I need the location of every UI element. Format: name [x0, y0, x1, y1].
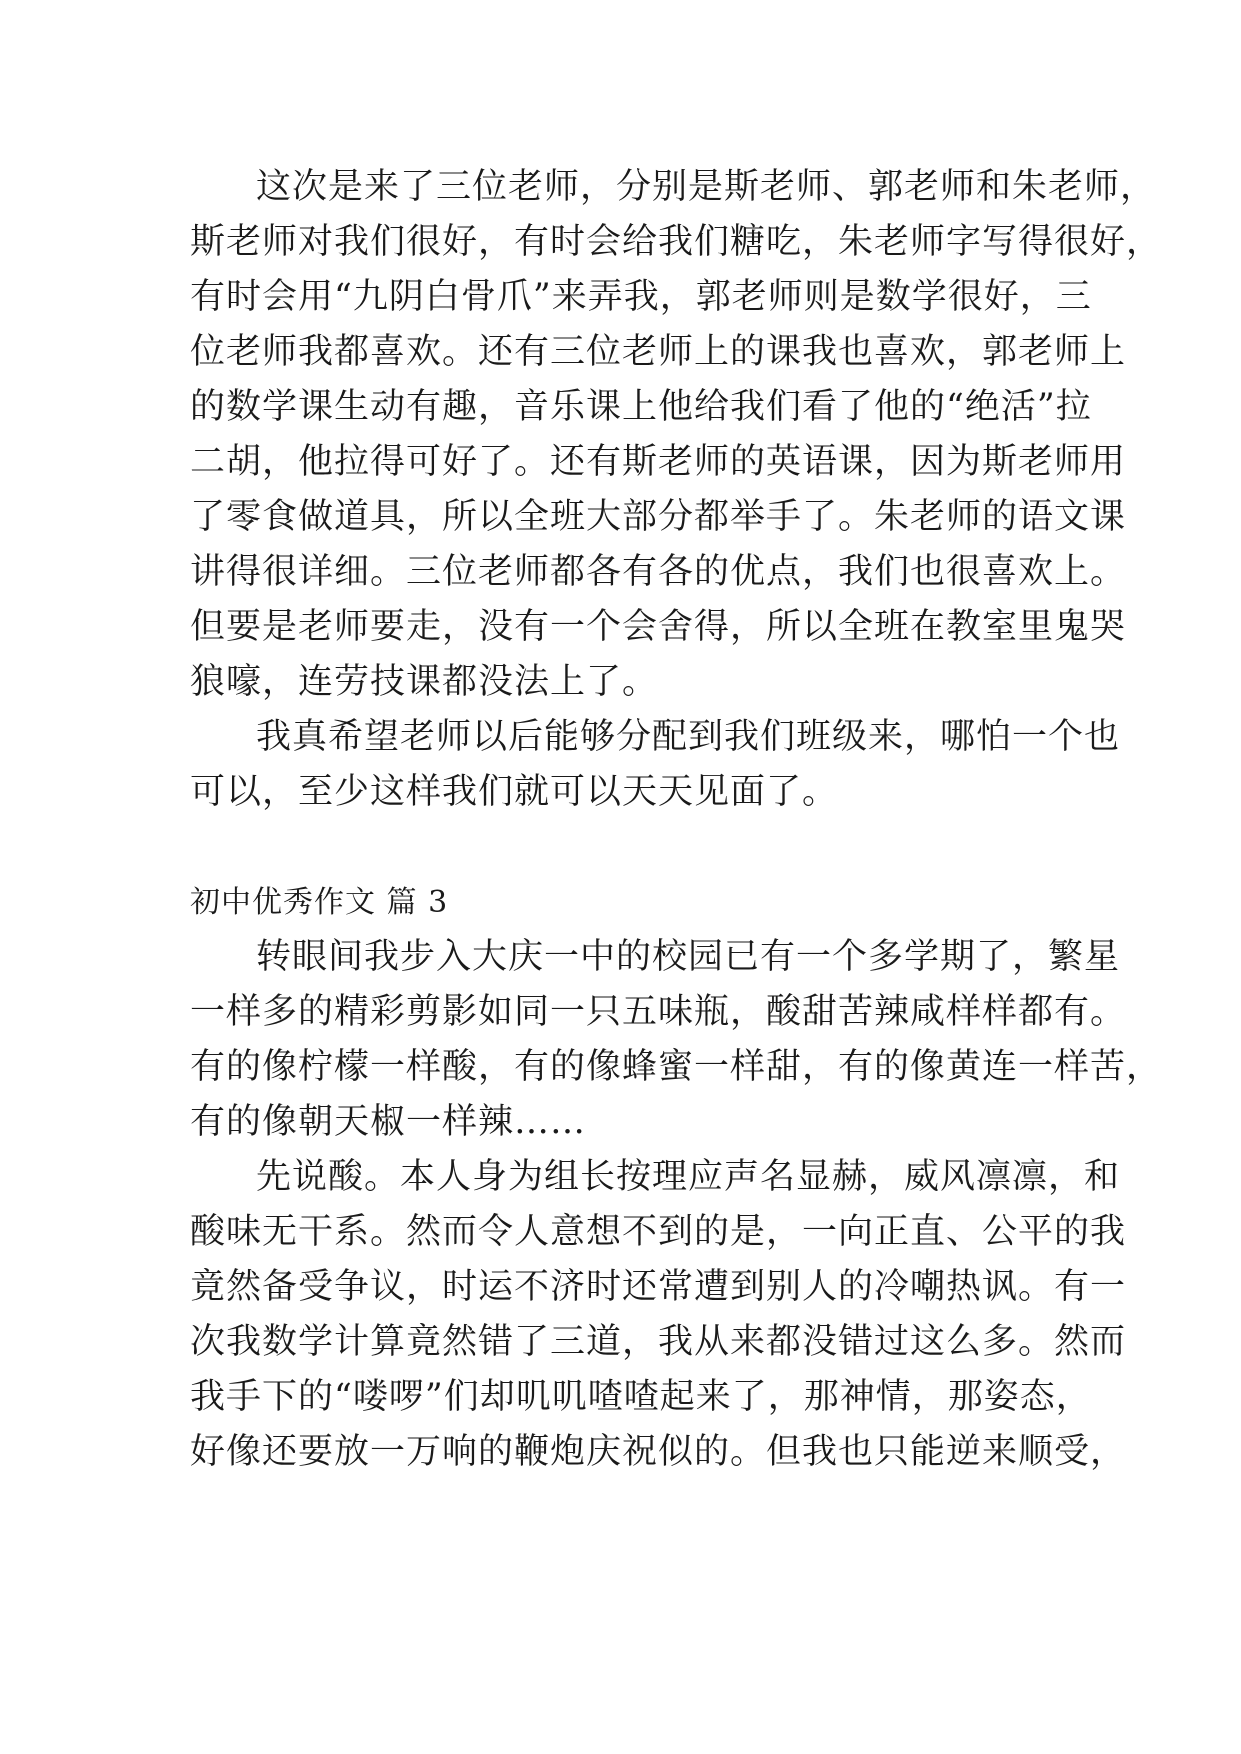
text-line: 我真希望老师以后能够分配到我们班级来，哪怕一个也: [256, 717, 1121, 757]
text-line: 了零食做道具，所以全班大部分都举手了。朱老师的语文课: [190, 497, 1127, 537]
text-line: 有的像朝天椒一样辣……: [190, 1102, 587, 1142]
text-line: 竟然备受争议，时运不济时还常遭到别人的冷嘲热讽。有一: [190, 1267, 1127, 1307]
paragraph: [190, 1150, 1127, 1480]
document-body: [190, 160, 1163, 1480]
text-line: 斯老师对我们很好，有时会给我们糖吃，朱老师字写得很好，: [190, 222, 1163, 262]
text-line: 次我数学计算竟然错了三道，我从来都没错过这么多。然而: [190, 1322, 1127, 1362]
text-line: 这次是来了三位老师，分别是斯老师、郭老师和朱老师，: [256, 167, 1157, 207]
paragraph: [190, 930, 1163, 1150]
text-line: 转眼间我步入大庆一中的校园已有一个多学期了，繁星: [256, 937, 1121, 977]
paragraph: [190, 710, 1121, 820]
text-line: 讲得很详细。三位老师都各有各的优点，我们也很喜欢上。: [190, 552, 1127, 592]
text-line: 二胡，他拉得可好了。还有斯老师的英语课，因为斯老师用: [190, 442, 1127, 482]
text-line: 先说酸。本人身为组长按理应声名显赫，威风凛凛，和: [256, 1157, 1121, 1197]
text-line: 可以，至少这样我们就可以天天见面了。: [190, 772, 839, 812]
text-line: 但要是老师要走，没有一个会舍得，所以全班在教室里鬼哭: [190, 607, 1127, 647]
text-line: 酸味无干系。然而令人意想不到的是，一向正直、公平的我: [190, 1212, 1127, 1252]
text-line: 有的像柠檬一样酸，有的像蜂蜜一样甜，有的像黄连一样苦，: [190, 1047, 1163, 1087]
section-heading: 初中优秀作文 篇 3: [190, 885, 449, 920]
section-spacer: [190, 820, 1050, 875]
text-line: 的数学课生动有趣，音乐课上他给我们看了他的“绝活”拉: [190, 387, 1092, 427]
text-line: 狼嚎，连劳技课都没法上了。: [190, 662, 659, 702]
text-line: 有时会用“九阴白骨爪”来弄我，郭老师则是数学很好，三: [190, 277, 1092, 317]
paragraph: [190, 160, 1163, 710]
text-line: 一样多的精彩剪影如同一只五味瓶，酸甜苦辣咸样样都有。: [190, 992, 1127, 1032]
text-line: 位老师我都喜欢。还有三位老师上的课我也喜欢，郭老师上: [190, 332, 1127, 372]
text-line: 我手下的“喽啰”们却叽叽喳喳起来了，那神情，那姿态，: [190, 1377, 1092, 1417]
text-line: 好像还要放一万响的鞭炮庆祝似的。但我也只能逆来顺受，: [190, 1432, 1127, 1472]
